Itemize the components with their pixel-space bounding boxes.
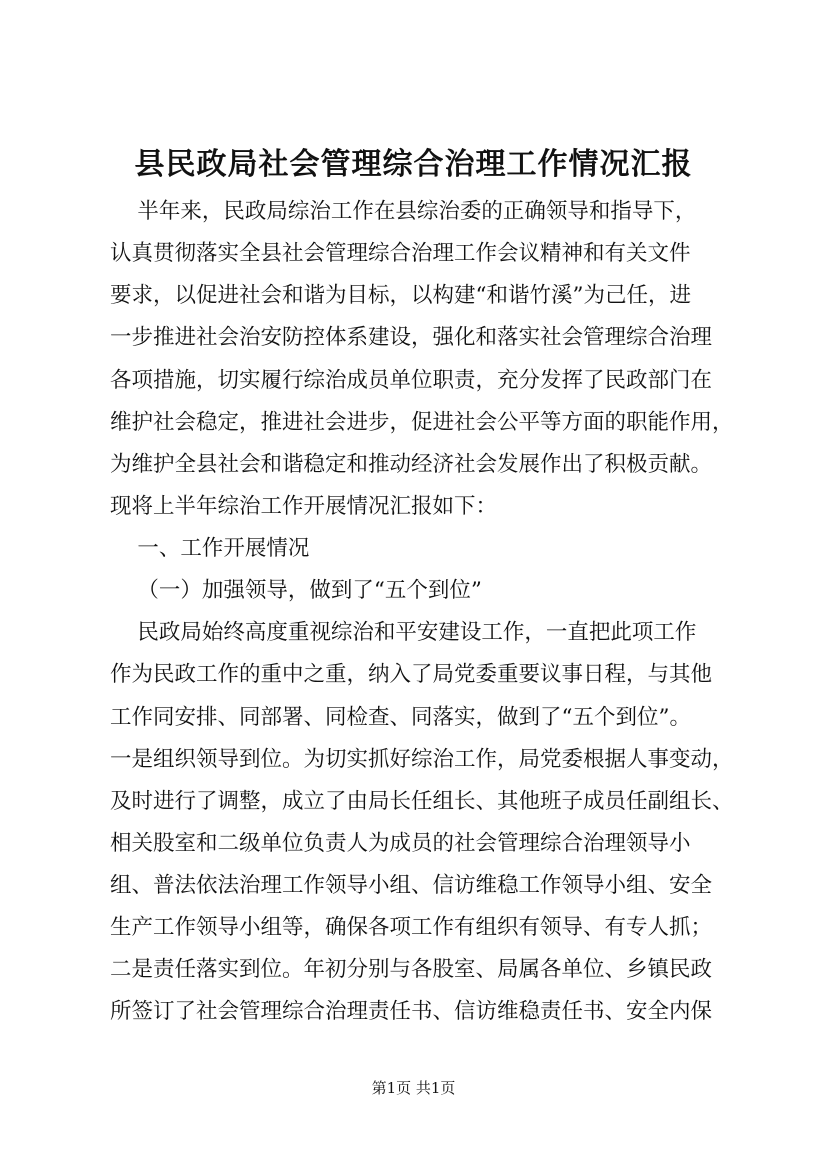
text-line: 半年来，民政局综治工作在县综治委的正确领导和指导下， [110,199,697,224]
text-line: 各项措施，切实履行综治成员单位职责，充分发挥了民政部门在 [110,368,713,393]
document-title: 县民政局社会管理综合治理工作情况汇报 [134,147,693,182]
section-heading: 一、工作开展情况 [110,536,310,561]
text-line: 一是组织领导到位。为切实抓好综治工作，局党委根据人事变动， [110,747,734,772]
subsection-heading: （一）加强领导，做到了“五个到位” [110,578,482,603]
page-footer: 第1页 共1页 [371,1079,456,1097]
text-line: 二是责任落实到位。年初分别与各股室、局属各单位、乡镇民政 [110,957,713,982]
text-line: 生产工作领导小组等，确保各项工作有组织有领导、有专人抓； [110,915,713,940]
text-line: 为维护全县社会和谐稳定和推动经济社会发展作出了积极贡献。 [110,452,713,477]
text-line: 所签订了社会管理综合治理责任书、信访维稳责任书、安全内保 [110,999,713,1024]
text-line: 现将上半年综治工作开展情况汇报如下： [110,494,498,519]
text-line: 及时进行了调整，成立了由局长任组长、其他班子成员任副组长、 [110,789,734,814]
text-line: 组、普法依法治理工作领导小组、信访维稳工作领导小组、安全 [110,873,713,898]
text-line: 作为民政工作的重中之重，纳入了局党委重要议事日程，与其他 [110,662,713,687]
text-line: 相关股室和二级单位负责人为成员的社会管理综合治理领导小 [110,831,691,856]
text-line: 要求，以促进社会和谐为目标，以构建“和谐竹溪”为己任，进 [110,283,691,308]
text-line: 民政局始终高度重视综治和平安建设工作，一直把此项工作 [110,620,697,645]
text-line: 一步推进社会治安防控体系建设，强化和落实社会管理综合治理 [110,325,713,350]
text-line: 认真贯彻落实全县社会管理综合治理工作会议精神和有关文件 [110,241,691,266]
text-line: 维护社会稳定，推进社会进步，促进社会公平等方面的职能作用， [110,410,734,435]
text-line: 工作同安排、同部署、同检查、同落实，做到了“五个到位”。 [110,705,691,730]
